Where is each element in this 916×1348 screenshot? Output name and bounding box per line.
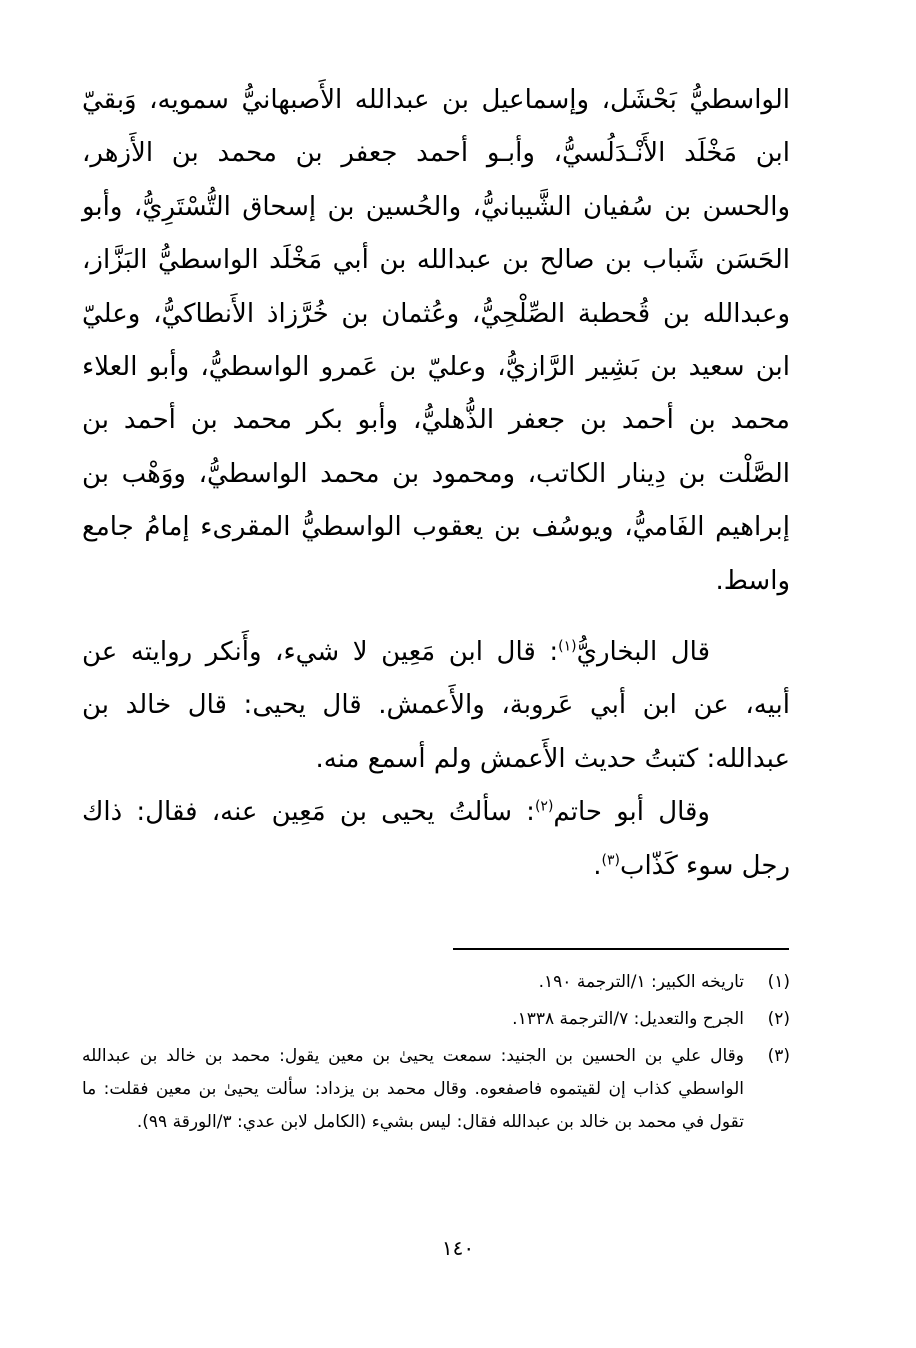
footnote-1: [82, 966, 790, 999]
footnote-mark: (٢): [767, 1009, 790, 1029]
footnote-text: تاريخه الكبير: ١/الترجمة ١٩٠.: [538, 972, 744, 992]
footnote-text: وقال علي بن الحسين بن الجنيد: سمعت يحيىٰ بن معين يقول: محمد بن خالد بن عبدالله الواسطي كذاب إن لقيتموه فاصفعوه. وقال محمد بن يزداد: سألت يحيىٰ بن معين فقلت: ما تقول في محمد بن خالد بن عبدالله فقال: ليس بشيء (الكامل لابن عدي: ٣/الورقة ٩٩).: [82, 1046, 744, 1132]
abu-hatim-quote: : سألتُ يحيى بن مَعِين عنه، فقال: ذاك رجل سوء كَذّاب: [82, 797, 790, 881]
bukhari-intro: قال البخاريُّ: [576, 637, 710, 668]
bukhari-paragraph: [82, 626, 790, 786]
main-text: [82, 74, 790, 893]
abu-hatim-end: .: [593, 850, 602, 881]
footnotes: [82, 966, 790, 1143]
footnote-ref-1: (١): [558, 638, 577, 655]
footnote-separator: [453, 948, 789, 950]
abu-hatim-paragraph: [82, 786, 790, 893]
abu-hatim-intro: وقال أبو حاتم: [553, 797, 710, 828]
footnote-ref-2: (٢): [534, 798, 554, 815]
footnote-3: [82, 1040, 790, 1139]
footnote-ref-3: (٣): [601, 852, 620, 869]
footnote-2: [82, 1003, 790, 1036]
footnote-text: الجرح والتعديل: ٧/الترجمة ١٣٣٨.: [512, 1009, 744, 1029]
footnote-mark: (٣): [767, 1046, 790, 1066]
narrators-paragraph: الواسطيُّ بَحْشَل، وإسماعيل بن عبدالله الأَصبهانيُّ سمويه، وَبقيّ ابن مَخْلَد الأَنْـدَلُسيُّ، وأبـو أحمد جعفر بن محمد بن الأَزهر، والحسن بن سُفيان الشَّيبانيُّ، والحُسين بن إسحاق التُّسْتَرِيُّ، وأبو الحَسَن شَباب بن صالح بن عبدالله بن أبي مَخْلَد الواسطيُّ البَزَّاز، وعبدالله بن قُحطبة الصِّلْحِيُّ، وعُثمان بن خُرَّزاذ الأَنطاكيُّ، وعليّ ابن سعيد بن بَشِير الرَّازيُّ، وعليّ بن عَمرو الواسطيُّ، وأبو العلاء محمد بن أحمد بن جعفر الذُّهليُّ، وأبو بكر محمد بن أحمد بن الصَّلْت بن دِينار الكاتب، ومحمود بن محمد الواسطيُّ، ووَهْب بن إبراهيم الفَاميُّ، ويوسُف بن يعقوب الواسطيُّ المقرىء إمامُ جامع واسط.: [82, 85, 790, 596]
footnote-mark: (١): [767, 972, 790, 992]
page-number: ١٤٠: [441, 1236, 475, 1260]
bukhari-quote: : قال ابن مَعِين لا شيء، وأَنكر روايته عن أبيه، عن ابن أبي عَروبة، والأَعمش. قال يحيى: قال خالد بن عبدالله: كتبتُ حديث الأَعمش ولم أسمع منه.: [82, 637, 790, 774]
